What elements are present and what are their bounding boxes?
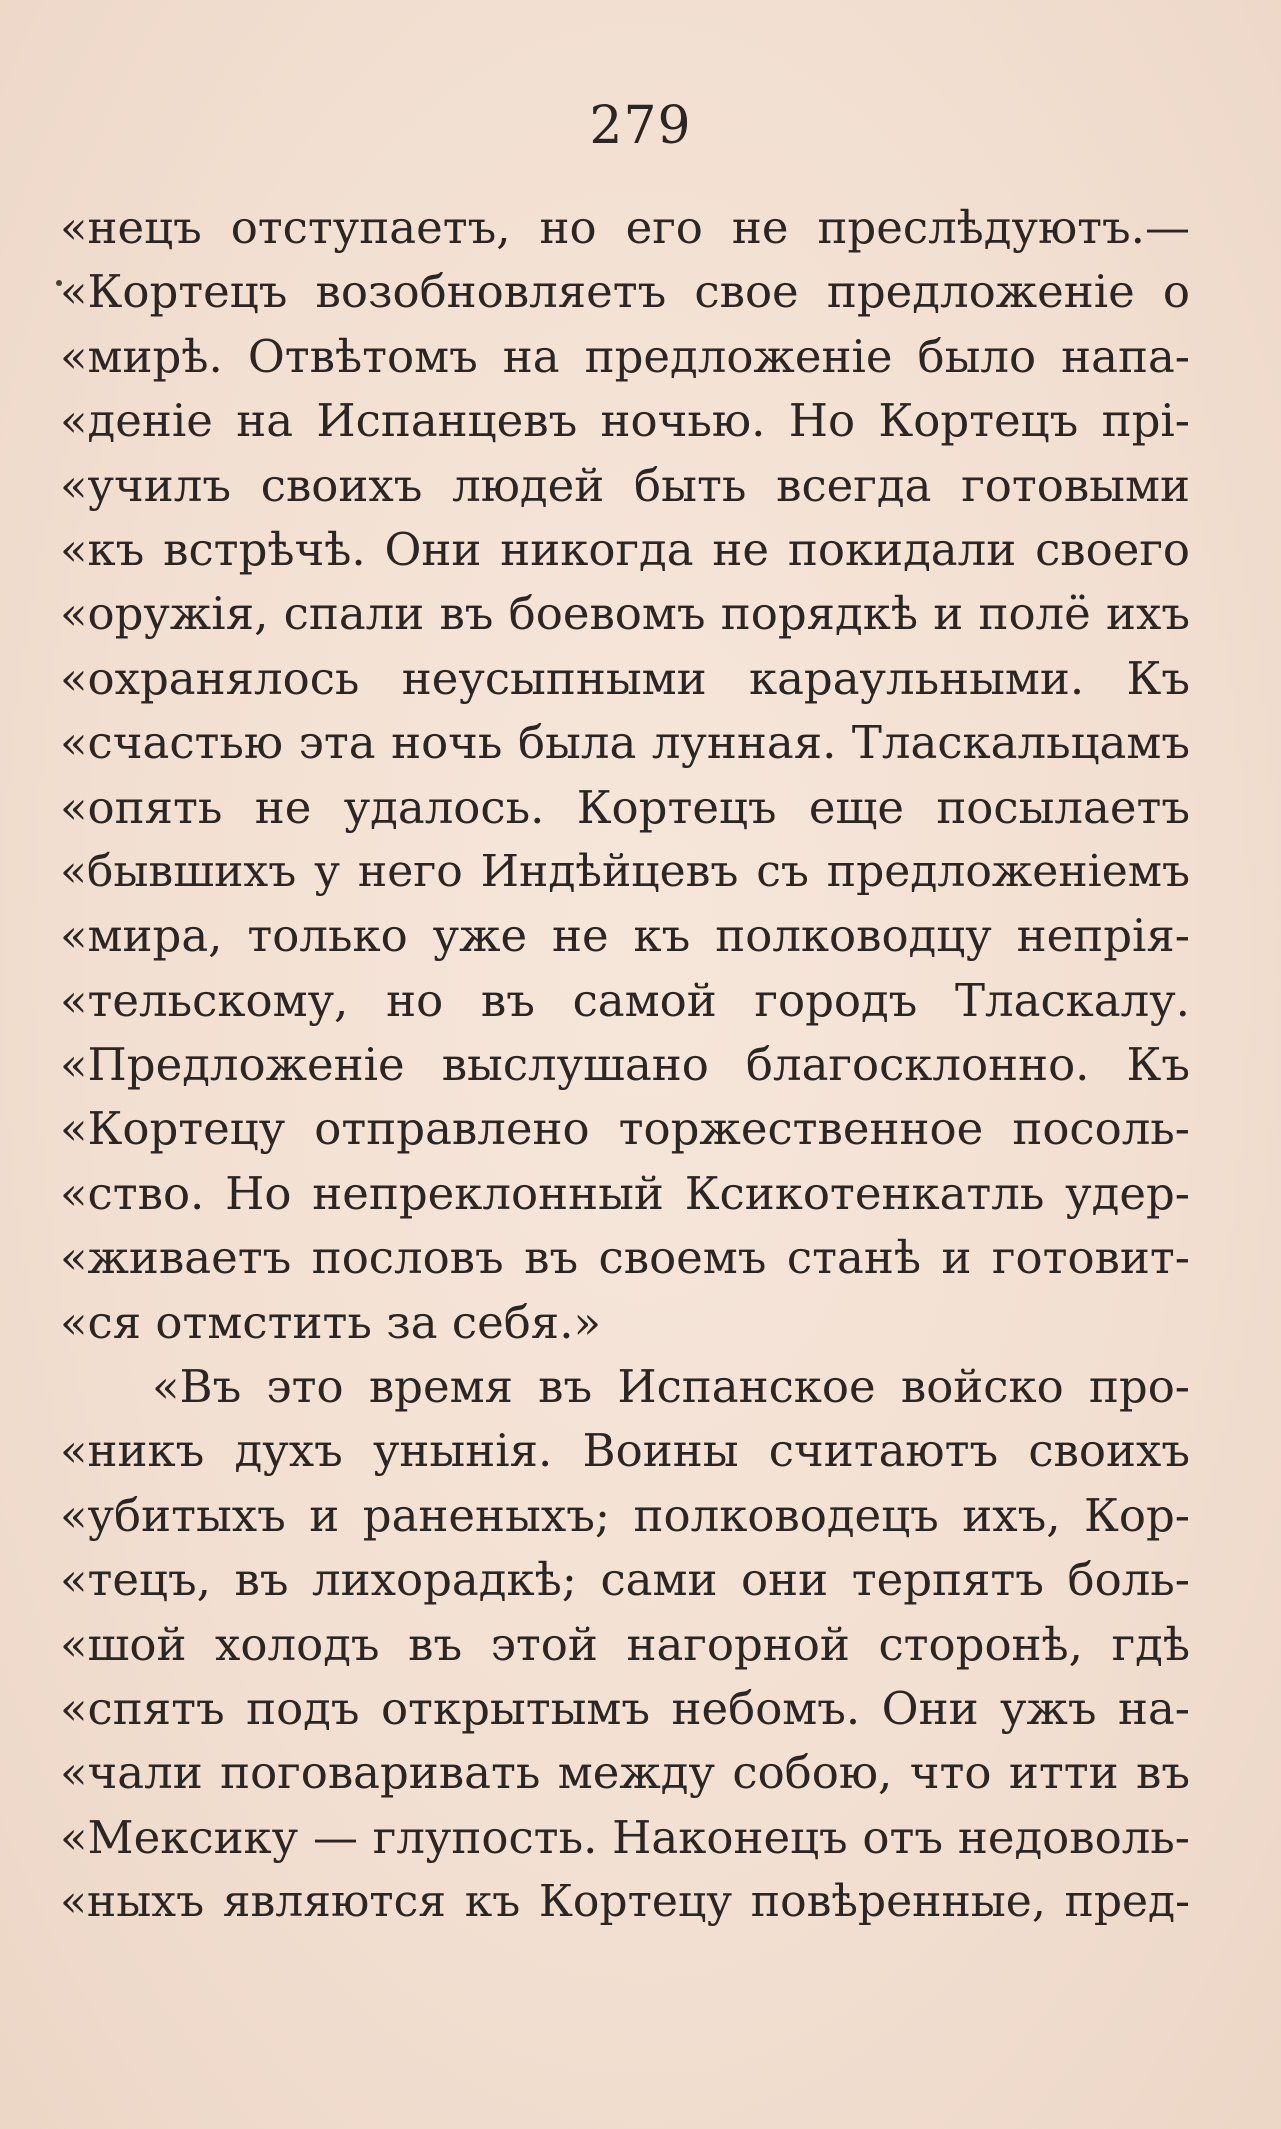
- text-line: «нецъ отступаетъ, но его не преслѣдуютъ.—: [60, 201, 1190, 254]
- text-line: «Кортецу отправлено торжественное посоль-: [60, 1102, 1190, 1156]
- text-line: «училъ своихъ людей быть всегда готовыми: [60, 458, 1190, 512]
- text-line: «Кортецъ возобновляетъ свое предложеніе о: [60, 265, 1190, 319]
- text-line: «оружія, спали въ боевомъ порядкѣ и полё ихъ: [60, 587, 1190, 641]
- text-line: «тельскому, но въ самой городъ Тласкалу.: [60, 973, 1190, 1027]
- text-line: «опять не удалось. Кортецъ еще посылаетъ: [60, 780, 1190, 834]
- paragraph-start-line: «Въ это время въ Испанское войско про-: [152, 1360, 1190, 1414]
- page-number: 279: [589, 96, 692, 156]
- text-line: «деніе на Испанцевъ ночью. Но Кортецъ прі-: [60, 394, 1190, 448]
- text-line: «мира, только уже не къ полководцу непрія-: [60, 909, 1190, 963]
- text-line: «тецъ, въ лихорадкѣ; сами они терпятъ боль-: [60, 1553, 1190, 1607]
- text-line: «убитыхъ и раненыхъ; полководецъ ихъ, Кор-: [60, 1488, 1190, 1542]
- text-line: «Предложеніе выслушано благосклонно. Къ: [60, 1038, 1190, 1092]
- text-line: «счастью эта ночь была лунная. Тласкальцамъ: [60, 716, 1190, 770]
- text-line: «Мексику — глупость. Наконецъ отъ недоволь-: [60, 1810, 1190, 1864]
- text-line: «живаетъ пословъ въ своемъ станѣ и готовит-: [60, 1231, 1190, 1285]
- text-line: «охранялось неусыпными караульными. Къ: [60, 651, 1190, 705]
- text-line: «къ встрѣчѣ. Они никогда не покидали своего: [60, 522, 1190, 576]
- text-line: «чали поговаривать между собою, что итти въ: [60, 1746, 1190, 1800]
- text-line: «ся отмстить за себя.»: [60, 1295, 602, 1349]
- text-line: «ныхъ являются къ Кортецу повѣренные, пред-: [60, 1876, 1190, 1928]
- body-text: [60, 196, 1190, 1935]
- text-line: «бывшихъ у него Индѣйцевъ съ предложеніемъ: [60, 845, 1190, 897]
- text-line: «никъ духъ унынія. Воины считаютъ своихъ: [60, 1424, 1190, 1478]
- text-line: «спятъ подъ открытымъ небомъ. Они ужъ на-: [60, 1681, 1190, 1735]
- text-line: «ство. Но непреклонный Ксикотенкатль удер-: [60, 1166, 1190, 1220]
- text-line: «мирѣ. Отвѣтомъ на предложеніе было напа-: [60, 329, 1190, 383]
- text-line: «шой холодъ въ этой нагорной сторонѣ, гдѣ: [60, 1617, 1190, 1671]
